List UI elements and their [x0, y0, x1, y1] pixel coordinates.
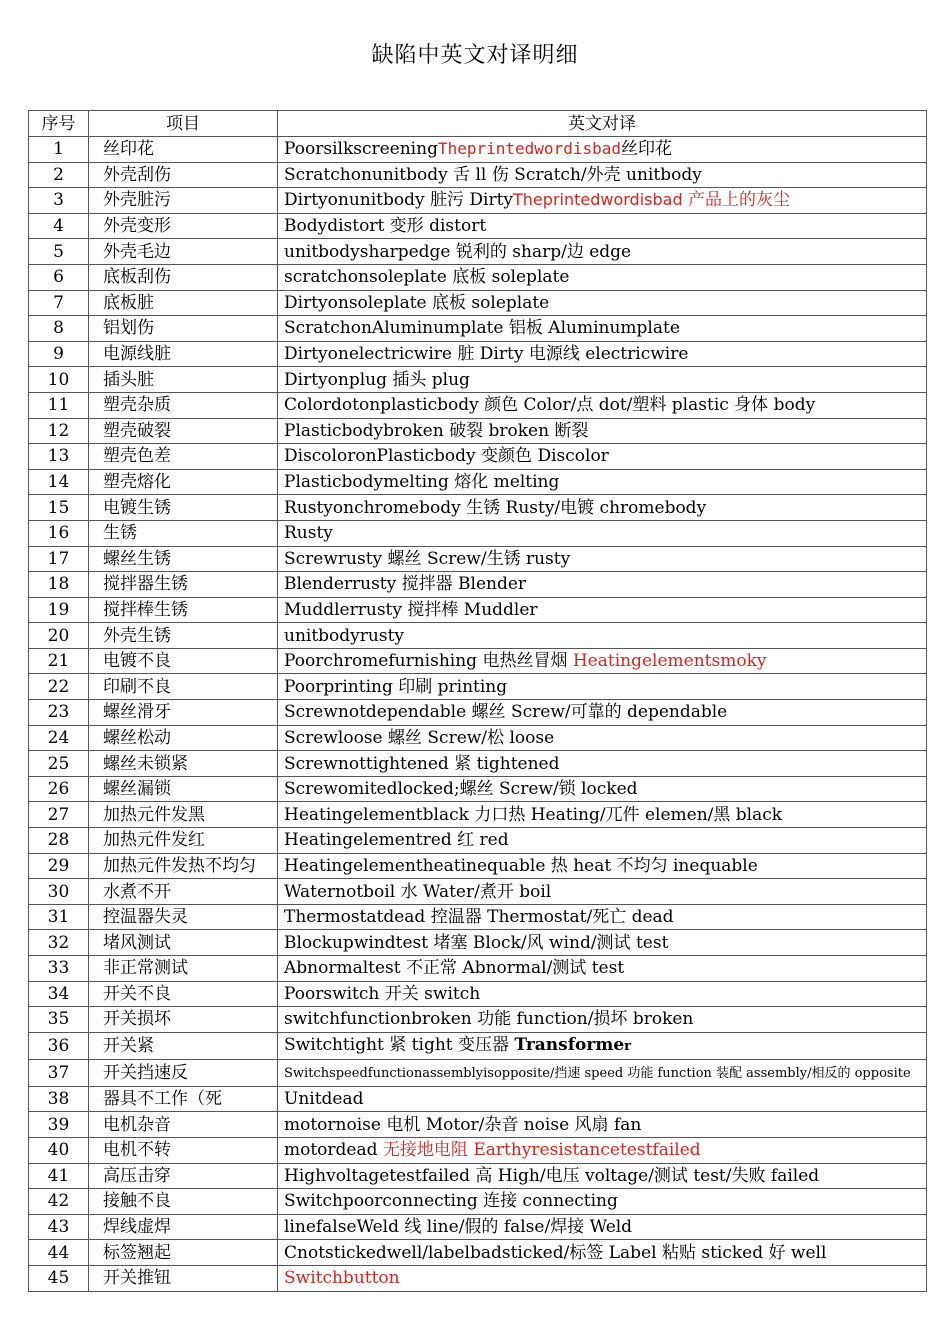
row-english-translation	[278, 367, 927, 393]
row-item-chinese: 底板刮伤	[89, 264, 278, 290]
translation-segment: Heatingelementblack 力口热 Heating/兀件 elemen/黑 black	[284, 804, 783, 825]
table-row	[29, 623, 927, 649]
row-serial-number: 44	[29, 1240, 89, 1266]
row-english-translation	[278, 623, 927, 649]
row-english-translation	[278, 879, 927, 905]
row-english-translation	[278, 546, 927, 572]
translation-segment: Blenderrusty 搅拌器 Blender	[284, 574, 527, 595]
translation-segment: Screwloose 螺丝 Screw/松 loose	[284, 727, 555, 748]
translation-segment: 产品上的灰尘	[682, 190, 791, 211]
row-english-translation	[278, 213, 927, 239]
table-row	[29, 239, 927, 265]
row-serial-number: 25	[29, 751, 89, 777]
translation-segment: Abnormaltest 不正常 Abnormal/测试 test	[284, 958, 625, 979]
row-english-translation	[278, 1032, 927, 1059]
row-item-chinese: 螺丝漏锁	[89, 776, 278, 802]
row-english-translation	[278, 1189, 927, 1215]
table-row	[29, 1007, 927, 1033]
table-body	[29, 137, 927, 1292]
table-row	[29, 418, 927, 444]
table-row	[29, 137, 927, 163]
row-serial-number: 26	[29, 776, 89, 802]
row-serial-number: 35	[29, 1007, 89, 1033]
row-item-chinese: 螺丝松动	[89, 725, 278, 751]
row-item-chinese: 丝印花	[89, 137, 278, 163]
row-english-translation	[278, 264, 927, 290]
row-item-chinese: 电镀生锈	[89, 495, 278, 521]
table-row	[29, 1189, 927, 1215]
row-item-chinese: 加热元件发红	[89, 828, 278, 854]
row-item-chinese: 搅拌器生锈	[89, 572, 278, 598]
row-english-translation	[278, 956, 927, 982]
row-serial-number: 23	[29, 700, 89, 726]
table-row	[29, 1086, 927, 1112]
translation-segment: Thermostatdead 控温器 Thermostat/死亡 dead	[284, 907, 674, 928]
row-english-translation	[278, 572, 927, 598]
row-serial-number: 27	[29, 802, 89, 828]
translation-segment: Rusty	[284, 523, 333, 544]
row-serial-number: 1	[29, 137, 89, 163]
row-serial-number: 3	[29, 188, 89, 214]
row-english-translation	[278, 981, 927, 1007]
translation-segment: Cnotstickedwell/labelbadsticked/标签 Label 粘贴 sticked 好 well	[284, 1242, 827, 1263]
translation-segment: linefalseWeld 线 line/假的 false/焊接 Weld	[284, 1217, 633, 1238]
row-english-translation	[278, 700, 927, 726]
translation-segment: 丝印花	[621, 139, 672, 160]
row-english-translation	[278, 316, 927, 342]
row-serial-number: 36	[29, 1032, 89, 1059]
row-item-chinese: 螺丝未锁紧	[89, 751, 278, 777]
row-serial-number: 9	[29, 341, 89, 367]
table-row	[29, 776, 927, 802]
translation-segment: Heatingelementheatinequable 热 heat 不均匀 inequable	[284, 855, 758, 876]
row-serial-number: 17	[29, 546, 89, 572]
translation-segment: motordead	[284, 1140, 383, 1161]
row-serial-number: 15	[29, 495, 89, 521]
translation-segment: Muddlerrusty 搅拌棒 Muddler	[284, 599, 538, 620]
table-row	[29, 341, 927, 367]
translation-segment: Poorprinting 印刷 printing	[284, 676, 508, 697]
row-serial-number: 13	[29, 444, 89, 470]
table-row	[29, 1137, 927, 1163]
row-english-translation	[278, 1240, 927, 1266]
translation-segment: Screwnottightened 紧 tightened	[284, 753, 560, 774]
row-item-chinese: 开关损坏	[89, 1007, 278, 1033]
translation-segment: Colordotonplasticbody 颜色 Color/点 dot/塑料 plastic 身体 body	[284, 395, 816, 416]
translation-segment: Transforme	[514, 1034, 625, 1055]
row-serial-number: 37	[29, 1059, 89, 1086]
row-item-chinese: 加热元件发黑	[89, 802, 278, 828]
table-row	[29, 1032, 927, 1059]
row-item-chinese: 电镀不良	[89, 648, 278, 674]
row-item-chinese: 铝划伤	[89, 316, 278, 342]
header-english-translation: 英文对译	[278, 111, 927, 137]
row-item-chinese: 接触不良	[89, 1189, 278, 1215]
row-serial-number: 11	[29, 392, 89, 418]
row-serial-number: 40	[29, 1137, 89, 1163]
row-english-translation	[278, 392, 927, 418]
row-item-chinese: 插头脏	[89, 367, 278, 393]
row-english-translation	[278, 648, 927, 674]
translation-segment: Plasticbodymelting 熔化 melting	[284, 472, 560, 493]
translation-segment: Poorchromefurnishing 电热丝冒烟	[284, 651, 573, 672]
translation-segment: ScratchonAluminumplate 铝板 Aluminumplate	[284, 318, 680, 339]
translation-segment: Highvoltagetestfailed 高 High/电压 voltage/测试 test/失败 failed	[284, 1165, 820, 1186]
table-row	[29, 1059, 927, 1086]
table-row	[29, 597, 927, 623]
row-english-translation	[278, 725, 927, 751]
row-item-chinese: 印刷不良	[89, 674, 278, 700]
row-item-chinese: 水煮不开	[89, 879, 278, 905]
row-serial-number: 33	[29, 956, 89, 982]
row-english-translation	[278, 162, 927, 188]
table-row	[29, 904, 927, 930]
table-row	[29, 572, 927, 598]
table-row	[29, 853, 927, 879]
row-item-chinese: 堵风测试	[89, 930, 278, 956]
table-row	[29, 1214, 927, 1240]
row-serial-number: 22	[29, 674, 89, 700]
translation-segment: Switchpoorconnecting 连接 connecting	[284, 1191, 618, 1212]
table-row	[29, 264, 927, 290]
row-english-translation	[278, 520, 927, 546]
row-english-translation	[278, 904, 927, 930]
translation-segment: Screwrusty 螺丝 Screw/生锈 rusty	[284, 548, 571, 569]
row-item-chinese: 控温器失灵	[89, 904, 278, 930]
translation-segment: scratchonsoleplate 底板 soleplate	[284, 267, 570, 288]
table-row	[29, 367, 927, 393]
table-row	[29, 981, 927, 1007]
translation-segment: Screwomitedlocked;螺丝 Screw/锁 locked	[284, 779, 638, 800]
row-english-translation	[278, 137, 927, 163]
row-serial-number: 8	[29, 316, 89, 342]
translation-segment: Bodydistort 变形 distort	[284, 216, 487, 237]
row-english-translation	[278, 1086, 927, 1112]
row-english-translation	[278, 418, 927, 444]
translation-segment: Screwnotdependable 螺丝 Screw/可靠的 dependable	[284, 702, 728, 723]
table-row	[29, 444, 927, 470]
row-english-translation	[278, 341, 927, 367]
row-item-chinese: 生锈	[89, 520, 278, 546]
row-item-chinese: 塑壳杂质	[89, 392, 278, 418]
translation-segment: Heatingelementsmoky	[572, 651, 767, 672]
translation-segment: Dirtyonsoleplate 底板 soleplate	[284, 292, 550, 313]
row-item-chinese: 外壳刮伤	[89, 162, 278, 188]
row-serial-number: 30	[29, 879, 89, 905]
row-english-translation	[278, 495, 927, 521]
translation-segment: Poorsilkscreening	[284, 139, 438, 160]
row-english-translation	[278, 674, 927, 700]
row-serial-number: 5	[29, 239, 89, 265]
row-item-chinese: 外壳脏污	[89, 188, 278, 214]
table-row	[29, 1112, 927, 1138]
row-serial-number: 7	[29, 290, 89, 316]
table-row	[29, 725, 927, 751]
row-english-translation	[278, 776, 927, 802]
table-row	[29, 392, 927, 418]
defect-translation-table	[28, 110, 927, 1292]
row-item-chinese: 外壳毛边	[89, 239, 278, 265]
row-item-chinese: 开关紧	[89, 1032, 278, 1059]
row-item-chinese: 螺丝滑牙	[89, 700, 278, 726]
row-item-chinese: 外壳变形	[89, 213, 278, 239]
table-header-row	[29, 111, 927, 137]
table-row	[29, 290, 927, 316]
table-row	[29, 213, 927, 239]
table-row	[29, 751, 927, 777]
row-english-translation	[278, 1059, 927, 1086]
row-item-chinese: 加热元件发热不均匀	[89, 853, 278, 879]
row-serial-number: 4	[29, 213, 89, 239]
row-serial-number: 21	[29, 648, 89, 674]
translation-segment: Dirtyonplug 插头 plug	[284, 369, 470, 390]
row-serial-number: 31	[29, 904, 89, 930]
translation-segment: Theprintedwordisbad	[437, 139, 621, 159]
row-serial-number: 10	[29, 367, 89, 393]
row-serial-number: 20	[29, 623, 89, 649]
row-serial-number: 32	[29, 930, 89, 956]
row-serial-number: 34	[29, 981, 89, 1007]
row-item-chinese: 开关挡速反	[89, 1059, 278, 1086]
header-serial-number: 序号	[29, 111, 89, 137]
row-english-translation	[278, 597, 927, 623]
translation-segment: Scratchonunitbody 舌 ll 伤 Scratch/外壳 unitbody	[284, 164, 702, 185]
table-row	[29, 674, 927, 700]
row-serial-number: 29	[29, 853, 89, 879]
row-serial-number: 41	[29, 1163, 89, 1189]
row-item-chinese: 塑壳熔化	[89, 469, 278, 495]
row-serial-number: 19	[29, 597, 89, 623]
row-serial-number: 42	[29, 1189, 89, 1215]
row-item-chinese: 搅拌棒生锈	[89, 597, 278, 623]
translation-segment: DiscoloronPlasticbody 变颜色 Discolor	[284, 446, 609, 467]
translation-segment: motornoise 电机 Motor/杂音 noise 风扇 fan	[284, 1114, 642, 1135]
row-item-chinese: 标签翘起	[89, 1240, 278, 1266]
row-serial-number: 16	[29, 520, 89, 546]
row-item-chinese: 底板脏	[89, 290, 278, 316]
table-row	[29, 802, 927, 828]
translation-segment: Rustyonchromebody 生锈 Rusty/电镀 chromebody	[284, 497, 707, 518]
table-row	[29, 546, 927, 572]
table-row	[29, 162, 927, 188]
translation-segment: unitbodyrusty	[284, 625, 405, 646]
row-item-chinese: 开关不良	[89, 981, 278, 1007]
row-english-translation	[278, 802, 927, 828]
table-row	[29, 648, 927, 674]
row-english-translation	[278, 188, 927, 214]
row-item-chinese: 电机不转	[89, 1137, 278, 1163]
translation-segment: Dirtyonunitbody 脏污 Dirty	[284, 190, 514, 211]
row-serial-number: 14	[29, 469, 89, 495]
table-row	[29, 700, 927, 726]
translation-segment: Poorswitch 开关 switch	[284, 983, 481, 1004]
table-row	[29, 520, 927, 546]
row-english-translation	[278, 1007, 927, 1033]
row-serial-number: 43	[29, 1214, 89, 1240]
row-english-translation	[278, 930, 927, 956]
row-item-chinese: 外壳生锈	[89, 623, 278, 649]
row-item-chinese: 焊线虚焊	[89, 1214, 278, 1240]
row-serial-number: 2	[29, 162, 89, 188]
row-item-chinese: 电源线脏	[89, 341, 278, 367]
table-row	[29, 188, 927, 214]
table-row	[29, 495, 927, 521]
translation-segment: unitbodysharpedge 锐利的 sharp/边 edge	[284, 241, 632, 262]
row-english-translation	[278, 444, 927, 470]
table-row	[29, 469, 927, 495]
translation-segment: Plasticbodybroken 破裂 broken 断裂	[284, 420, 589, 441]
translation-segment: switchfunctionbroken 功能 function/损坏 broken	[284, 1009, 694, 1030]
translation-segment: Blockupwindtest 堵塞 Block/风 wind/测试 test	[284, 932, 669, 953]
row-item-chinese: 塑壳色差	[89, 444, 278, 470]
table-row	[29, 930, 927, 956]
row-serial-number: 6	[29, 264, 89, 290]
row-item-chinese: 器具不工作（死	[89, 1086, 278, 1112]
table-row	[29, 316, 927, 342]
row-english-translation	[278, 1137, 927, 1163]
translation-segment: Theprintedwordisbad	[513, 190, 683, 210]
row-item-chinese: 塑壳破裂	[89, 418, 278, 444]
table-row	[29, 1163, 927, 1189]
translation-segment: 无接地电阻 Earthyresistancetestfailed	[382, 1140, 701, 1161]
header-item: 项目	[89, 111, 278, 137]
row-serial-number: 39	[29, 1112, 89, 1138]
row-english-translation	[278, 751, 927, 777]
row-english-translation	[278, 290, 927, 316]
row-item-chinese: 开关推钮	[89, 1265, 278, 1291]
table-row	[29, 879, 927, 905]
row-item-chinese: 高压击穿	[89, 1163, 278, 1189]
row-english-translation	[278, 853, 927, 879]
table-row	[29, 1265, 927, 1291]
row-english-translation	[278, 1265, 927, 1291]
table-row	[29, 956, 927, 982]
row-english-translation	[278, 1214, 927, 1240]
table-row	[29, 1240, 927, 1266]
translation-segment: Switchtight 紧 tight 变压器	[284, 1034, 515, 1055]
row-english-translation	[278, 1163, 927, 1189]
document-title: 缺陷中英文对译明细	[371, 43, 579, 68]
row-serial-number: 38	[29, 1086, 89, 1112]
row-serial-number: 28	[29, 828, 89, 854]
table-row	[29, 828, 927, 854]
row-serial-number: 24	[29, 725, 89, 751]
row-english-translation	[278, 828, 927, 854]
translation-segment: Switchbutton	[284, 1268, 400, 1289]
row-item-chinese: 非正常测试	[89, 956, 278, 982]
row-english-translation	[278, 239, 927, 265]
translation-segment: Dirtyonelectricwire 脏 Dirty 电源线 electricwire	[284, 344, 689, 365]
row-serial-number: 45	[29, 1265, 89, 1291]
translation-segment: Switchspeedfunctionassemblyisopposite/挡速 speed 功能 function 装配 assembly/相反的 opposite	[284, 1065, 911, 1081]
row-serial-number: 12	[29, 418, 89, 444]
translation-segment: r	[624, 1038, 632, 1054]
row-english-translation	[278, 469, 927, 495]
translation-segment: Waternotboil 水 Water/煮开 boil	[284, 881, 552, 902]
row-item-chinese: 螺丝生锈	[89, 546, 278, 572]
row-serial-number: 18	[29, 572, 89, 598]
translation-segment: Heatingelementred 红 red	[284, 830, 509, 851]
translation-segment: Unitdead	[284, 1089, 364, 1110]
row-item-chinese: 电机杂音	[89, 1112, 278, 1138]
row-english-translation	[278, 1112, 927, 1138]
